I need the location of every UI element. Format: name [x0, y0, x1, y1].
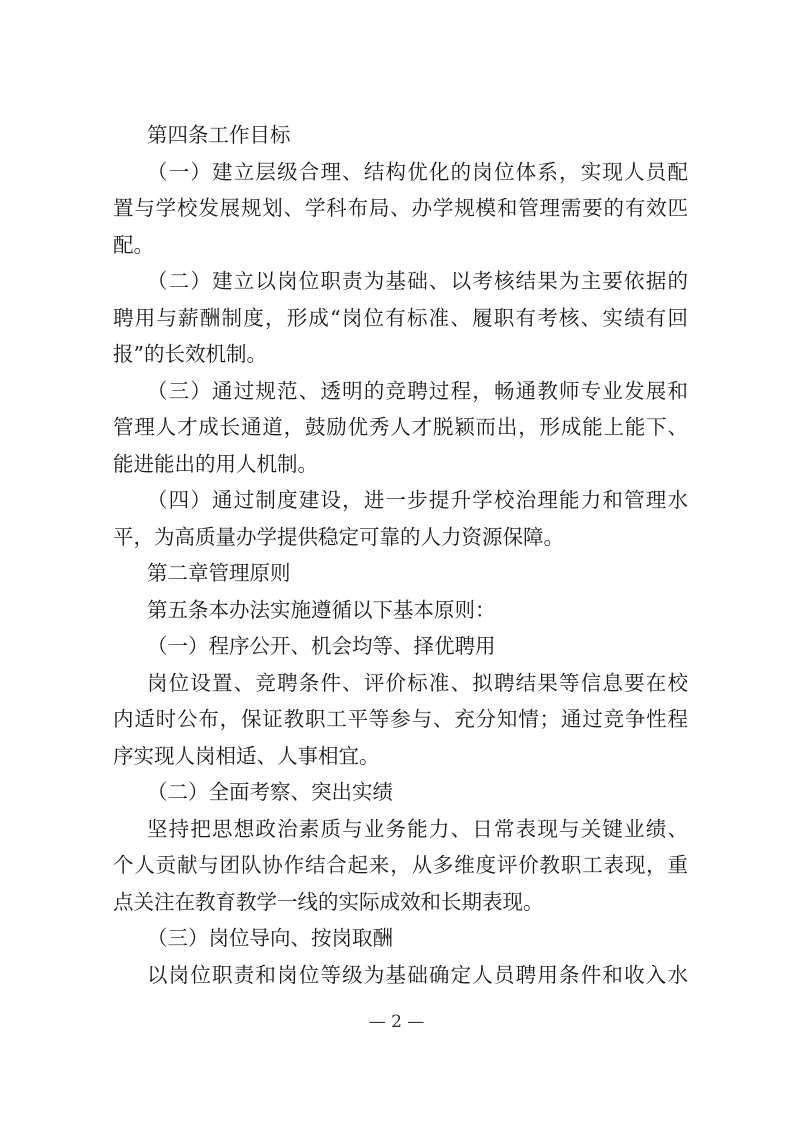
paragraph-line: 岗位设置、竞聘条件、评价标准、拟聘结果等信息要在校 [147, 670, 688, 695]
paragraph-line: （四）通过制度建设，进一步提升学校治理能力和管理水 [147, 488, 688, 512]
paragraph-line: 以岗位职责和岗位等级为基础确定人员聘用条件和收入水 [147, 962, 688, 987]
section-heading: （二）全面考察、突出实绩 [147, 780, 393, 804]
paragraph-line: 序实现人岗相适、人事相宜。 [113, 743, 380, 768]
paragraph-line: 置与学校发展规划、学科布局、办学规模和管理需要的有效匹 [113, 196, 688, 220]
paragraph-line: 点关注在教育教学一线的实际成效和长期表现。 [113, 889, 544, 914]
paragraph-line: 平，为高质量办学提供稳定可靠的人力资源保障。 [113, 524, 564, 549]
article-heading: 第五条本办法实施遵循以下基本原则： [147, 597, 496, 622]
article-heading: 第四条工作目标 [147, 123, 291, 147]
page-number: — 2 — [368, 1012, 425, 1032]
paragraph-line: 个人贡献与团队协作结合起来，从多维度评价教职工表现，重 [113, 853, 688, 877]
paragraph-line: 能进能出的用人机制。 [113, 451, 318, 476]
paragraph-line: 坚持把思想政治素质与业务能力、日常表现与关键业绩、 [147, 816, 688, 841]
paragraph-line: 聘用与薪酬制度，形成“岗位有标准、履职有考核、实绩有回 [113, 305, 688, 330]
paragraph-line: 内适时公布，保证教职工平等参与、充分知情；通过竞争性程 [113, 707, 688, 731]
paragraph-line: （三）通过规范、透明的竞聘过程，畅通教师专业发展和 [147, 378, 688, 403]
chapter-heading: 第二章管理原则 [147, 561, 291, 585]
paragraph-line: （一）建立层级合理、结构优化的岗位体系，实现人员配 [147, 159, 688, 184]
document-body [113, 117, 688, 993]
paragraph-line: 配。 [113, 232, 154, 257]
section-heading: （一）程序公开、机会均等、择优聘用 [147, 634, 496, 658]
paragraph-line: 报”的长效机制。 [113, 342, 267, 366]
paragraph-line: 管理人才成长通道，鼓励优秀人才脱颖而出，形成能上能下、 [113, 415, 688, 439]
paragraph-line: （二）建立以岗位职责为基础、以考核结果为主要依据的 [147, 269, 688, 293]
section-heading: （三）岗位导向、按岗取酬 [147, 926, 393, 950]
